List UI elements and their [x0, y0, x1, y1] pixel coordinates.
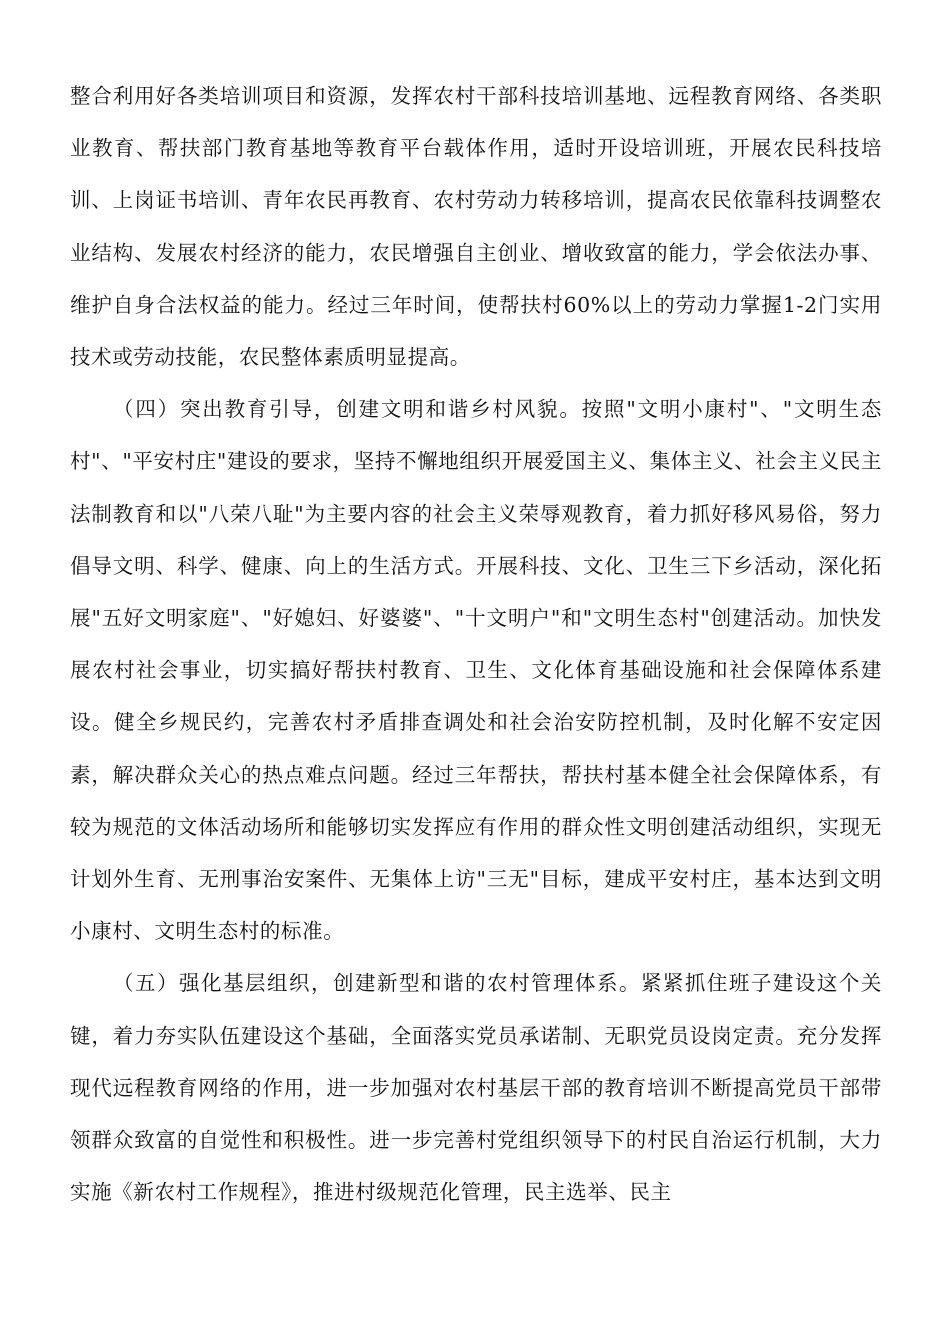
paragraph-training: 整合利用好各类培训项目和资源，发挥农村干部科技培训基地、远程教育网络、各类职业教育、帮扶部门教育基地等教育平台载体作用，适时开设培训班，开展农民科技培训、上岗证书培训、青年农民再教育、农村劳动力转移培训，提高农民依靠科技调整农业结构、发展农村经济的能力，农民增强自主创业、增收致富的能力，学会依法办事、维护自身合法权益的能力。经过三年时间，使帮扶村60%以上的劳动力掌握1-2门实用技术或劳动技能，农民整体素质明显提高。	[70, 84, 882, 370]
paragraph-section-4: （四）突出教育引导，创建文明和谐乡村风貌。按照"文明小康村"、"文明生态村"、"平安村庄"建设的要求，坚持不懈地组织开展爱国主义、集体主义、社会主义民主法制教育和以"八荣八耻"为主要内容的社会主义荣辱观教育，着力抓好移风易俗，努力倡导文明、科学、健康、向上的生活方式。开展科技、文化、卫生三下乡活动，深化拓展"五好文明家庭"、"好媳妇、好婆婆"、"十文明户"和"文明生态村"创建活动。加快发展农村社会事业，切实搞好帮扶村教育、卫生、文化体育基础设施和社会保障体系建设。健全乡规民约，完善农村矛盾排查调处和社会治安防控机制，及时化解不安定因素，解决群众关心的热点难点问题。经过三年帮扶，帮扶村基本健全社会保障体系，有较为规范的文体活动场所和能够切实发挥应有作用的群众性文明创建活动组织，实现无计划外生育、无刑事治安案件、无集体上访"三无"目标，建成平安村庄，基本达到文明小康村、文明生态村的标准。	[70, 397, 882, 944]
paragraph-section-5: （五）强化基层组织，创建新型和谐的农村管理体系。紧紧抓住班子建设这个关键，着力夯实队伍建设这个基础，全面落实党员承诺制、无职党员设岗定责。充分发挥现代远程教育网络的作用，进一步加强对农村基层干部的教育培训不断提高党员干部带领群众致富的自觉性和积极性。进一步完善村党组织领导下的村民自治运行机制，大力实施《新农村工作规程》，推进村级规范化管理，民主选举、民主	[70, 971, 882, 1205]
document-page	[70, 70, 882, 1218]
